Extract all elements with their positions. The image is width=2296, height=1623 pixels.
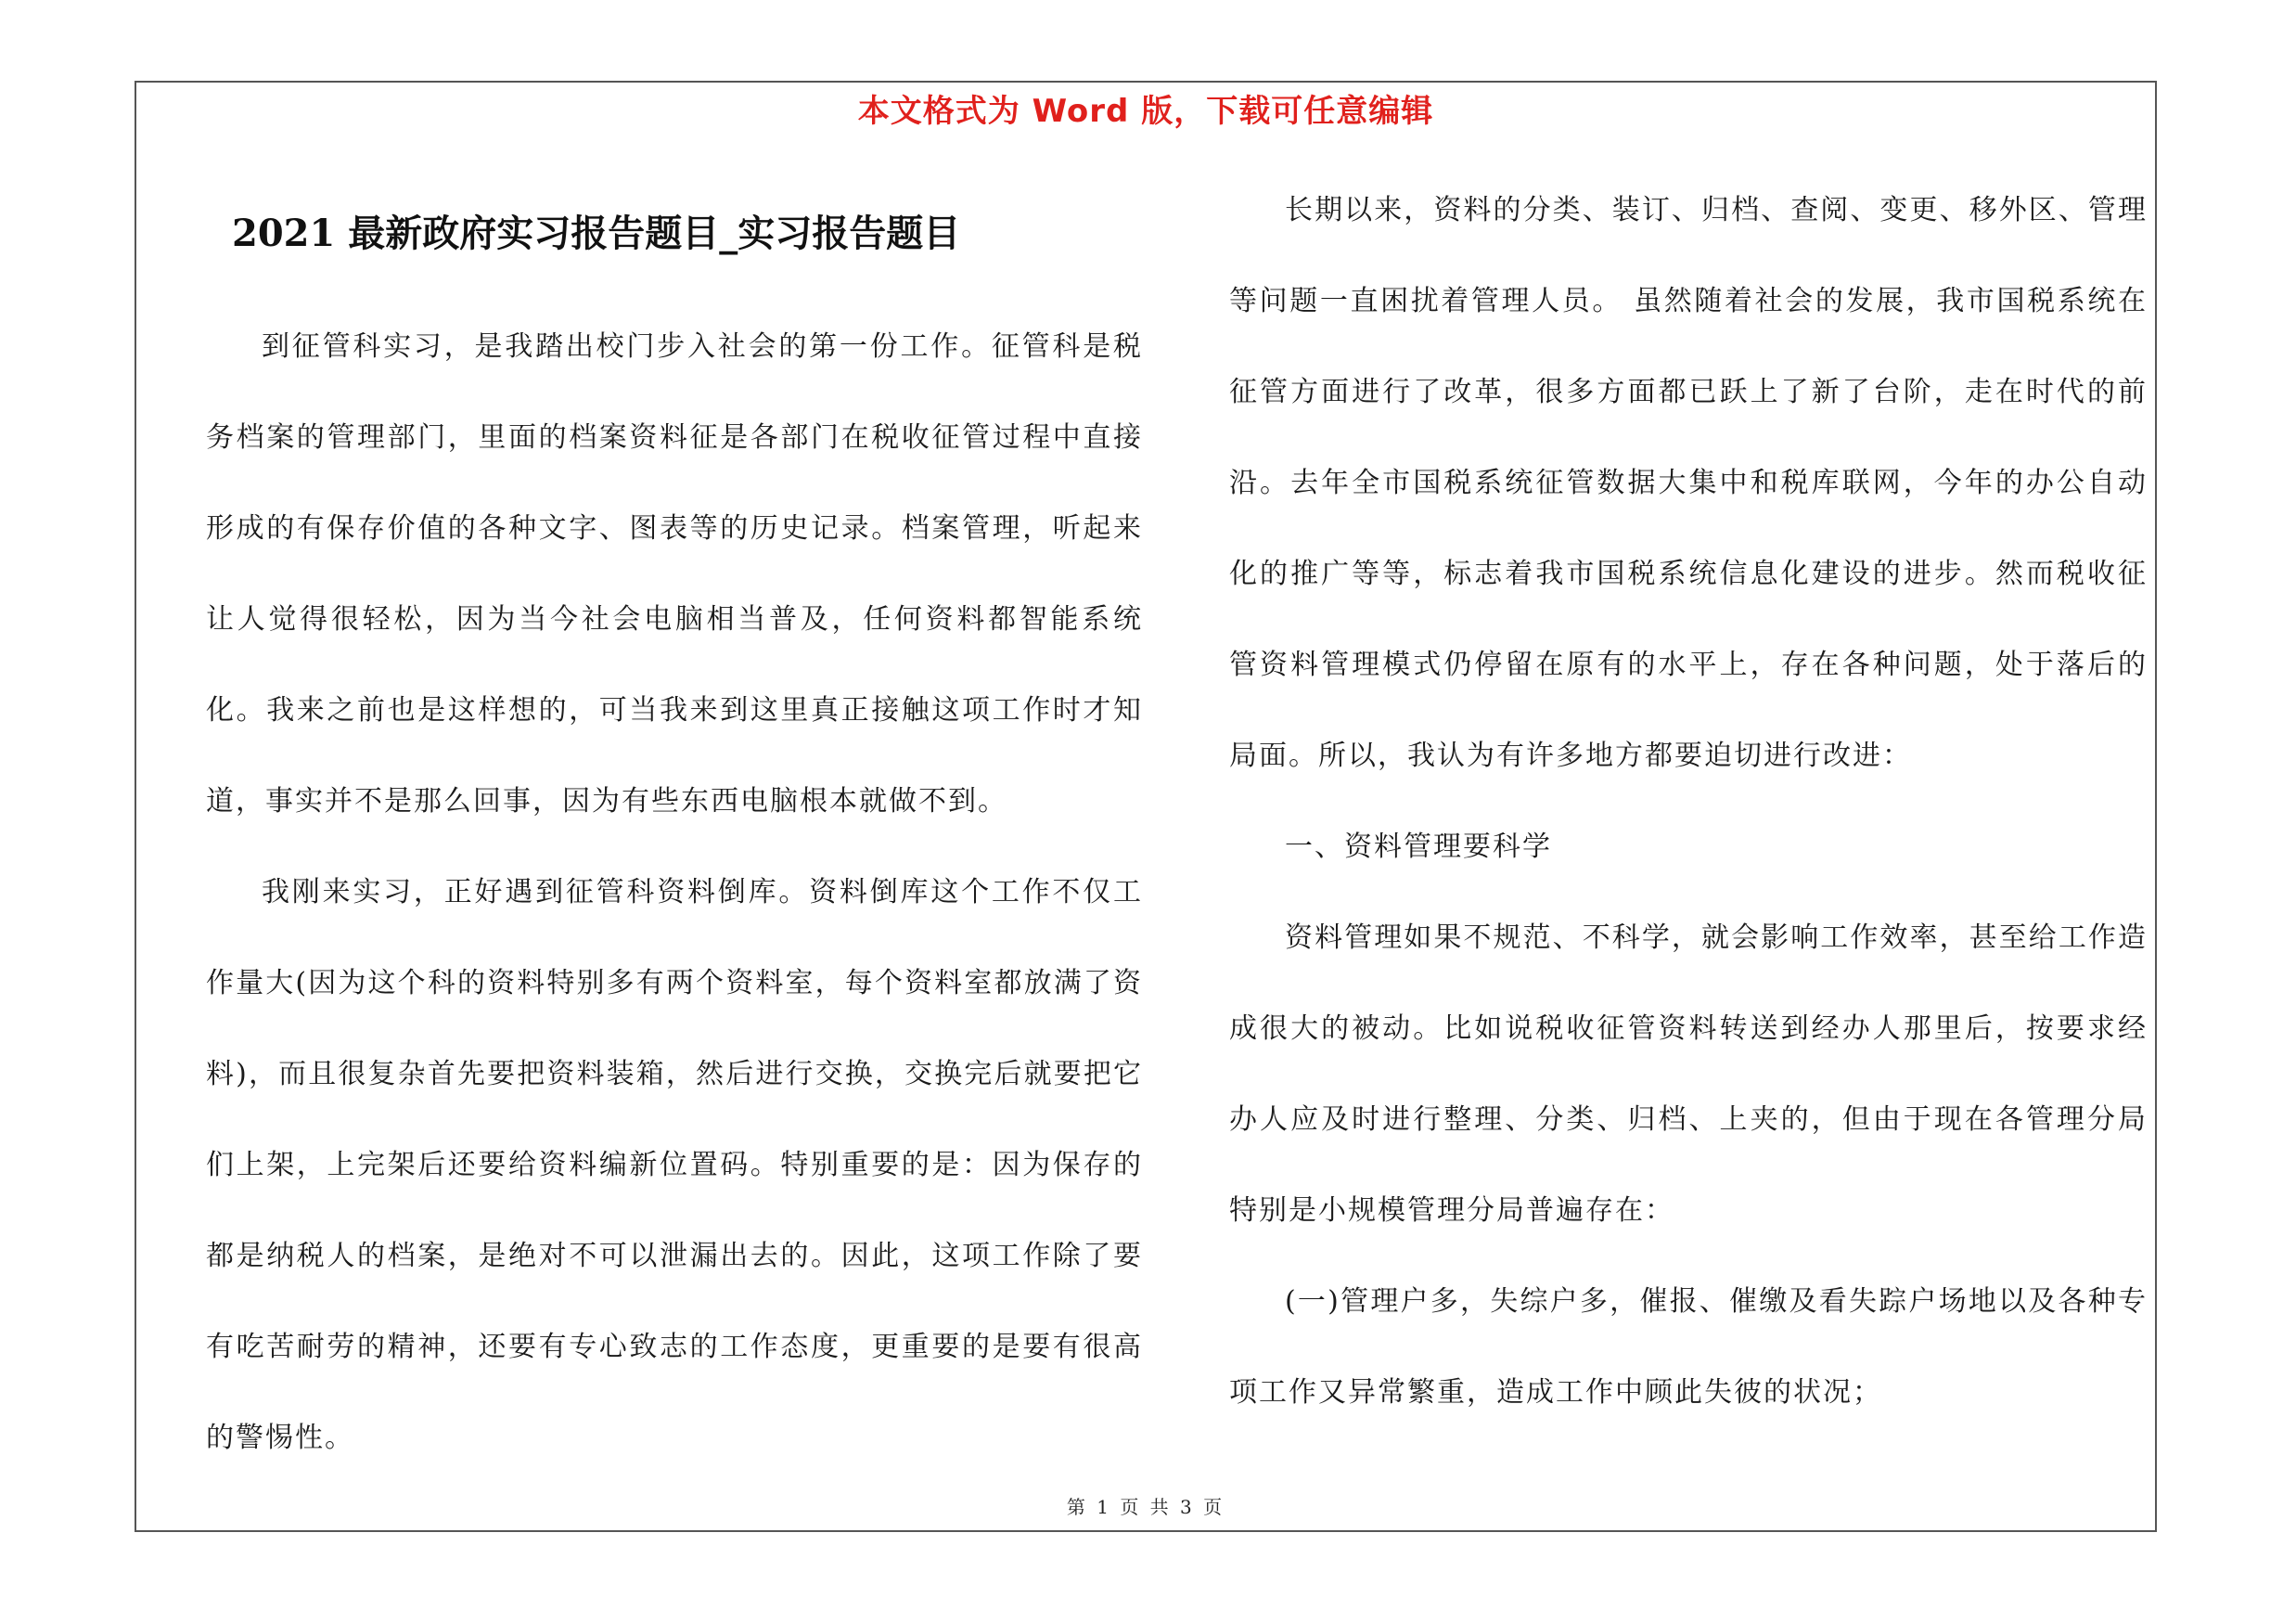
left-column xyxy=(206,302,1143,1484)
paragraph: 长期以来，资料的分类、装订、归档、查阅、变更、移外区、管理等问题一直困扰着管理人员。 虽然随着社会的发展，我市国税系统在征管方面进行了改革，很多方面都已跃上了新了台阶，走在时代的前沿。去年全市国税系统征管数据大集中和税库联网，今年的办公自动化的推广等等，标志着我市国税系统信息化建设的进步。然而税收征管资料管理模式仍停留在原有的水平上，存在各种问题，处于落后的局面。所以，我认为有许多地方都要迫切进行改进： xyxy=(1229,194,2148,772)
document-title: 2021 最新政府实习报告题目_实习报告题目 xyxy=(232,212,961,255)
right-column xyxy=(1229,165,2148,1438)
paragraph: (一)管理户多，失综户多，催报、催缴及看失踪户场地以及各种专项工作又异常繁重，造成工作中顾此失彼的状况； xyxy=(1229,1285,2148,1409)
word-format-banner: 本文格式为 Word 版，下载可任意编辑 xyxy=(857,93,1434,130)
page-number-footer: 第 1 页 共 3 页 xyxy=(1066,1496,1225,1518)
paragraph: 到征管科实习，是我踏出校门步入社会的第一份工作。征管科是税务档案的管理部门，里面的档案资料征是各部门在税收征管过程中直接形成的有保存价值的各种文字、图表等的历史记录。档案管理，听起来让人觉得很轻松，因为当今社会电脑相当普及，任何资料都智能系统化。我来之前也是这样想的，可当我来到这里真正接触这项工作时才知道，事实并不是那么回事，因为有些东西电脑根本就做不到。 xyxy=(206,330,1143,818)
paragraph: 资料管理如果不规范、不科学，就会影响工作效率，甚至给工作造成很大的被动。比如说税收征管资料转送到经办人那里后，按要求经办人应及时进行整理、分类、归档、上夹的，但由于现在各管理分局特别是小规模管理分局普遍存在： xyxy=(1229,921,2148,1227)
section-heading: 一、资料管理要科学 xyxy=(1285,831,1552,863)
paragraph: 我刚来实习，正好遇到征管科资料倒库。资料倒库这个工作不仅工作量大(因为这个科的资料特别多有两个资料室，每个资料室都放满了资料)，而且很复杂首先要把资料装箱，然后进行交换，交换完后就要把它们上架，上完架后还要给资料编新位置码。特别重要的是：因为保存的都是纳税人的档案，是绝对不可以泄漏出去的。因此，这项工作除了要有吃苦耐劳的精神，还要有专心致志的工作态度，更重要的是要有很高的警惕性。 xyxy=(206,876,1144,1454)
